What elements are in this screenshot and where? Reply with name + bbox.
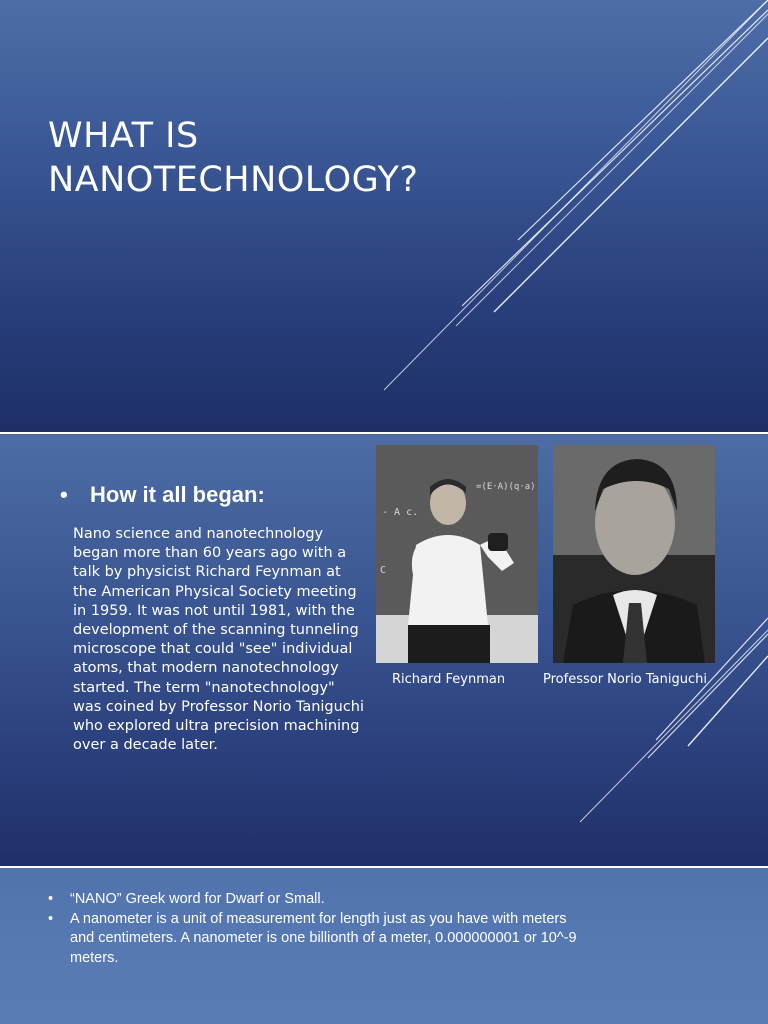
definition-list <box>46 890 586 968</box>
bullet-icon: • <box>48 891 54 907</box>
list-item-text: A nanometer is a unit of measurement for length just as you have with meters and centimeters. A nanometer is one billionth of a meter, 0.000000001 or 10^-9 meters. <box>70 910 577 966</box>
list-item <box>46 910 586 969</box>
feynman-caption: Richard Feynman <box>392 672 506 687</box>
chalk-text-2: - A c. <box>382 507 419 518</box>
taniguchi-caption: Professor Norio Taniguchi <box>543 672 707 687</box>
decorative-lines <box>0 434 768 866</box>
bullet-icon: • <box>60 482 68 507</box>
slide-definition <box>0 868 768 1024</box>
chalk-text-1: =(E·A)(q·a) <box>476 482 536 492</box>
slide-title-heading <box>48 114 418 202</box>
chalk-text-3: C <box>380 565 387 576</box>
title-line-1: WHAT IS <box>48 116 199 156</box>
history-paragraph: Nano science and nanotechnology began more than 60 years ago with a talk by physicist Richard Feynman at the American Physical Society meeting in 1959. It was not until 1981, with the development of the scanning tunneling microscope that could "see" individual atoms, that modern nanotechnology started. The term "nanotechnology" was coined by Professor Norio Taniguchi who explored ultra precision machining over a decade later. <box>73 526 365 754</box>
title-line-2: NANOTECHNOLOGY? <box>48 160 419 200</box>
list-item-text: “NANO” Greek word for Dwarf or Small. <box>70 891 325 907</box>
list-item <box>46 890 586 910</box>
slide-history <box>0 434 768 866</box>
slide-title <box>0 0 768 432</box>
history-heading-text: How it all began: <box>90 482 265 507</box>
bullet-icon: • <box>48 910 54 927</box>
decorative-lines <box>0 0 768 432</box>
